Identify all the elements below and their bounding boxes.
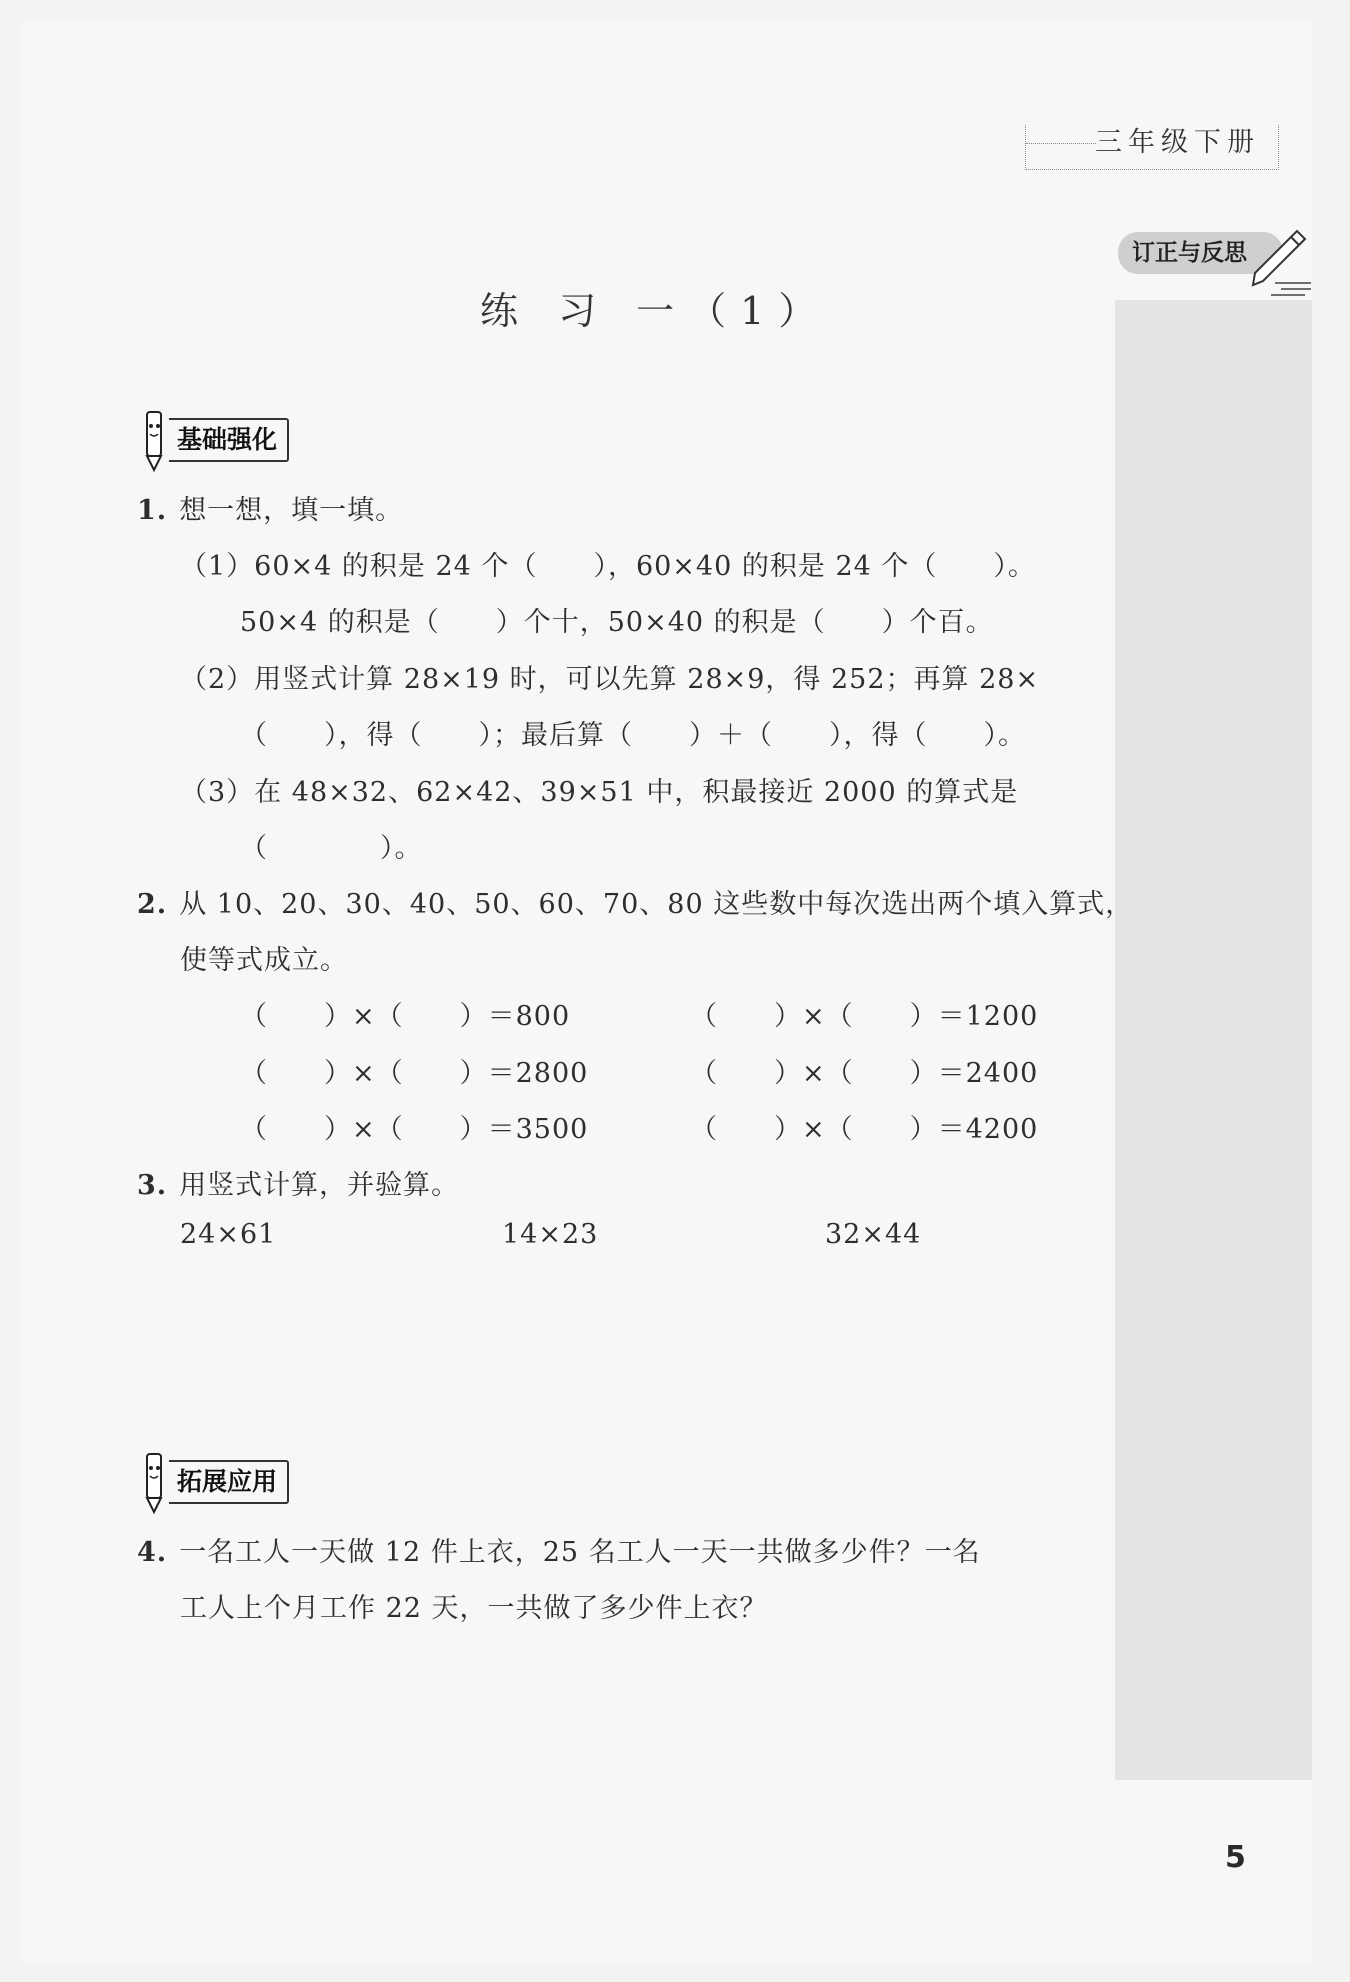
q1-p3a: （3）在 48×32、62×42、39×51 中，积最接近 2000 的算式是: [180, 777, 1019, 808]
q1-stem-text: 想一想，填一填。: [179, 495, 404, 526]
page-title: 练 习 一（1）: [480, 289, 831, 333]
q2-eq: （ ）×（ ）＝4200: [690, 1114, 1039, 1145]
q1-p1a: （1）60×4 的积是 24 个（ ），60×40 的积是 24 个（ ）。: [180, 551, 1036, 582]
page-number: 5: [1225, 1840, 1246, 1875]
q1-stem: [137, 488, 403, 527]
q1-p2a: （2）用竖式计算 28×19 时，可以先算 28×9，得 252；再算 28×: [180, 664, 1040, 695]
q3-calc: 32×44: [825, 1219, 922, 1250]
q2-stem: [137, 882, 1133, 921]
grade-label: 三年级下册: [1095, 127, 1260, 158]
q2-eq: （ ）×（ ）＝800: [240, 1001, 571, 1032]
q2-eq: （ ）×（ ）＝2800: [240, 1058, 589, 1089]
q1-p2b: （ ），得（ ）；最后算（ ）＋（ ），得（ ）。: [240, 720, 1026, 751]
revision-margin: [1115, 300, 1312, 1780]
q1-number: 1.: [137, 495, 168, 526]
section-basic-label: 基础强化: [169, 418, 289, 462]
q4-line-b: 工人上个月工作 22 天，一共做了多少件上衣？: [180, 1593, 768, 1624]
q2-stem-text: 从 10、20、30、40、50、60、70、80 这些数中每次选出两个填入算式，: [179, 889, 1134, 920]
q3-number: 3.: [137, 1170, 168, 1201]
q3-stem-text: 用竖式计算，并验算。: [179, 1170, 460, 1201]
q1-p1b: 50×4 的积是（ ）个十，50×40 的积是（ ）个百。: [240, 607, 994, 638]
q3-calc: 24×61: [180, 1219, 277, 1250]
revise-reflect-label: 订正与反思: [1118, 232, 1283, 274]
section-extend-label: 拓展应用: [169, 1460, 289, 1504]
q2-number: 2.: [137, 889, 168, 920]
q2-stem-b: 使等式成立。: [180, 945, 348, 976]
pencil-icon: [137, 410, 171, 472]
q3-stem: [137, 1163, 459, 1202]
q1-p3b: （ ）。: [240, 833, 423, 864]
pencil-icon: [137, 1452, 171, 1514]
q4-line-a: [137, 1530, 981, 1569]
q2-eq: （ ）×（ ）＝1200: [690, 1001, 1039, 1032]
pen-icon: [1245, 225, 1315, 297]
q4-text-a: 一名工人一天做 12 件上衣，25 名工人一天一共做多少件？一名: [179, 1537, 981, 1568]
q2-eq: （ ）×（ ）＝2400: [690, 1058, 1039, 1089]
q2-eq: （ ）×（ ）＝3500: [240, 1114, 589, 1145]
q3-calc: 14×23: [502, 1219, 599, 1250]
q4-number: 4.: [137, 1537, 168, 1568]
